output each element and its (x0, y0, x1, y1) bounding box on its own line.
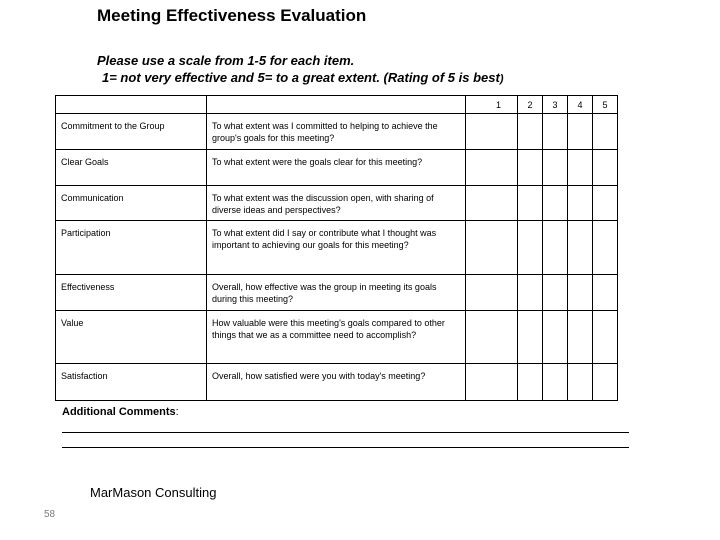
table-row (56, 364, 618, 401)
page-number: 58 (44, 509, 56, 520)
rating-cell-4[interactable] (568, 186, 593, 221)
additional-comments-label (62, 406, 179, 418)
item-category: Participation (56, 221, 207, 275)
rating-cell-5[interactable] (593, 150, 618, 186)
rating-cell-4[interactable] (568, 150, 593, 186)
item-question: Overall, how effective was the group in meeting its goals during this meeting? (207, 275, 466, 311)
header-row (56, 96, 618, 114)
rating-cell-3[interactable] (543, 311, 568, 364)
item-question: To what extent did I say or contribute what I thought was important to achieving our goals for this meeting? (207, 221, 466, 275)
rating-cell-5[interactable] (593, 275, 618, 311)
item-question: To what extent was the discussion open, with sharing of diverse ideas and perspectives? (207, 186, 466, 221)
rating-cell-1[interactable] (466, 186, 518, 221)
item-question: Overall, how satisfied were you with today's meeting? (207, 364, 466, 401)
rating-cell-1[interactable] (466, 311, 518, 364)
footer-company: MarMason Consulting (90, 485, 217, 500)
scale-header-2: 2 (518, 96, 543, 114)
rating-cell-2[interactable] (518, 114, 543, 150)
scale-header-4: 4 (568, 96, 593, 114)
instructions-line-2 (102, 70, 504, 85)
header-question-cell (207, 96, 466, 114)
additional-comments-colon: : (175, 406, 179, 418)
rating-cell-2[interactable] (518, 150, 543, 186)
rating-cell-4[interactable] (568, 221, 593, 275)
rating-cell-4[interactable] (568, 114, 593, 150)
scale-header-5: 5 (593, 96, 618, 114)
table-row (56, 221, 618, 275)
rating-cell-1[interactable] (466, 221, 518, 275)
rating-cell-2[interactable] (518, 364, 543, 401)
item-category: Value (56, 311, 207, 364)
rating-cell-1[interactable] (466, 275, 518, 311)
table-row (56, 114, 618, 150)
evaluation-table (55, 95, 618, 401)
table-row (56, 311, 618, 364)
rating-cell-4[interactable] (568, 364, 593, 401)
item-category: Effectiveness (56, 275, 207, 311)
rating-cell-4[interactable] (568, 275, 593, 311)
rating-cell-3[interactable] (543, 114, 568, 150)
rating-cell-3[interactable] (543, 186, 568, 221)
item-category: Clear Goals (56, 150, 207, 186)
rating-cell-5[interactable] (593, 311, 618, 364)
item-question: How valuable were this meeting's goals compared to other things that we as a committee need to accomplish? (207, 311, 466, 364)
rating-cell-4[interactable] (568, 311, 593, 364)
comment-line[interactable] (62, 447, 629, 448)
table-row (56, 275, 618, 311)
rating-cell-1[interactable] (466, 150, 518, 186)
rating-cell-1[interactable] (466, 364, 518, 401)
instructions-line-2-paren: ) (499, 73, 504, 85)
rating-cell-5[interactable] (593, 364, 618, 401)
rating-cell-5[interactable] (593, 221, 618, 275)
page-title: Meeting Effectiveness Evaluation (97, 6, 367, 25)
table-row (56, 150, 618, 186)
rating-cell-5[interactable] (593, 114, 618, 150)
item-category: Communication (56, 186, 207, 221)
rating-cell-3[interactable] (543, 150, 568, 186)
rating-cell-3[interactable] (543, 364, 568, 401)
instructions-line-1: Please use a scale from 1-5 for each item. (97, 53, 355, 68)
rating-cell-3[interactable] (543, 221, 568, 275)
rating-cell-5[interactable] (593, 186, 618, 221)
rating-cell-1[interactable] (466, 114, 518, 150)
header-category-cell (56, 96, 207, 114)
comment-line[interactable] (62, 432, 629, 433)
rating-cell-2[interactable] (518, 311, 543, 364)
item-category: Satisfaction (56, 364, 207, 401)
scale-header-3: 3 (543, 96, 568, 114)
additional-comments-text: Additional Comments (62, 406, 176, 418)
rating-cell-3[interactable] (543, 275, 568, 311)
instructions-line-2-text: 1= not very effective and 5= to a great extent. (Rating of 5 is best (102, 70, 500, 85)
scale-header-1: 1 (466, 96, 518, 114)
item-question: To what extent were the goals clear for this meeting? (207, 150, 466, 186)
rating-cell-2[interactable] (518, 221, 543, 275)
rating-cell-2[interactable] (518, 186, 543, 221)
item-category: Commitment to the Group (56, 114, 207, 150)
item-question: To what extent was I committed to helping to achieve the group's goals for this meeting? (207, 114, 466, 150)
table-row (56, 186, 618, 221)
rating-cell-2[interactable] (518, 275, 543, 311)
